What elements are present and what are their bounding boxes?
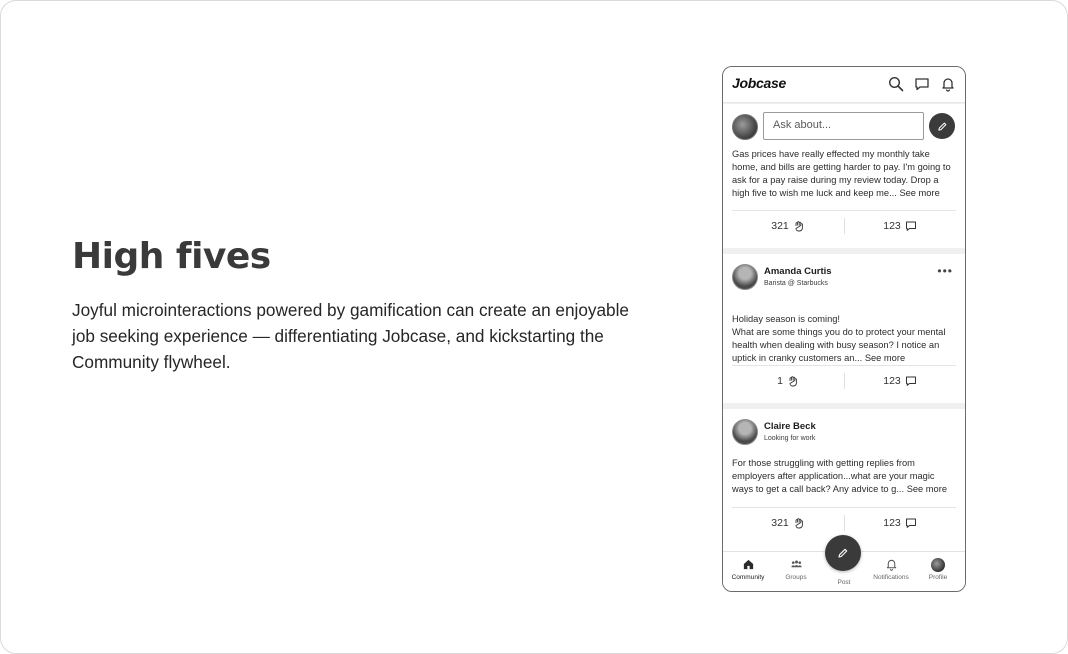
post-card[interactable] [723, 254, 965, 403]
user-avatar[interactable] [732, 114, 758, 140]
nav-label: Groups [785, 574, 807, 581]
post-author[interactable] [732, 264, 832, 290]
high-five-count: 1 [777, 375, 783, 387]
compose-button[interactable] [929, 113, 955, 139]
nav-label: Notifications [873, 574, 909, 581]
author-name[interactable]: Claire Beck [764, 421, 816, 432]
comments-button[interactable] [844, 508, 956, 538]
slide-heading: High fives [72, 236, 271, 277]
author-subtitle: Looking for work [764, 435, 816, 442]
comment-count: 123 [883, 517, 901, 529]
comment-count: 123 [883, 375, 901, 387]
high-five-button[interactable] [732, 366, 844, 396]
home-icon [742, 558, 755, 571]
comments-button[interactable] [844, 211, 956, 241]
slide-body: Joyful microinteractions powered by gamification can create an enjoyable job seeking experience — differentiating Jobcase, and kickstarting the Community flywheel. [72, 300, 629, 372]
post-stats [732, 210, 956, 240]
author-name[interactable]: Amanda Curtis [764, 266, 832, 277]
see-more-link[interactable]: See more [899, 188, 940, 198]
avatar[interactable] [732, 264, 758, 290]
message-icon[interactable] [914, 76, 930, 92]
nav-item-post[interactable] [820, 579, 868, 586]
high-five-button[interactable] [732, 211, 844, 241]
comment-count: 123 [883, 220, 901, 232]
comment-icon [905, 220, 917, 232]
nav-item-groups[interactable] [772, 558, 820, 581]
avatar[interactable] [732, 419, 758, 445]
post-text: Holiday season is coming! What are some things you do to protect your mental health when dealing with busy season? I notice an uptick in cranky customers an... [732, 314, 946, 363]
post-card[interactable] [723, 409, 965, 554]
phone-mockup [722, 66, 966, 592]
post-body [732, 300, 956, 365]
high-five-count: 321 [771, 517, 789, 529]
see-more-link[interactable]: See more [864, 353, 906, 363]
post-text: Gas prices have really effected my monthly take home, and bills are getting harder to pay. I'm going to ask for a pay raise during my review today. Drop a high five to wish me luck and keep me... [732, 149, 951, 198]
author-subtitle: Barista @ Starbucks [764, 280, 828, 287]
post-card[interactable] [723, 148, 965, 248]
hand-icon [787, 375, 799, 387]
jobcase-logo[interactable]: Jobcase [732, 75, 786, 91]
nav-item-notifications[interactable] [867, 558, 915, 581]
nav-label: Post [837, 579, 851, 586]
nav-label: Profile [928, 574, 948, 581]
post-stats [732, 507, 956, 537]
avatar [931, 558, 945, 572]
nav-item-community[interactable] [724, 558, 772, 581]
post-fab-button[interactable] [825, 535, 861, 571]
post-stats [732, 365, 956, 395]
high-five-button[interactable] [732, 508, 844, 538]
ask-bar [723, 104, 965, 148]
pencil-icon [837, 547, 849, 559]
app-header [723, 67, 965, 103]
comments-button[interactable] [844, 366, 956, 396]
post-body [732, 457, 956, 496]
comment-icon [905, 517, 917, 529]
post-text: For those struggling with getting replies from employers after application...what are your magic ways to get a call back? Any advice to g... [732, 458, 935, 494]
more-options-icon[interactable]: ••• [937, 264, 953, 278]
pencil-icon [937, 121, 948, 132]
see-more-link[interactable]: See more [906, 484, 947, 494]
search-icon[interactable] [888, 76, 904, 92]
nav-label: Community [731, 574, 765, 581]
hand-icon [793, 220, 805, 232]
bell-icon [885, 558, 898, 571]
post-body [732, 148, 956, 200]
comment-icon [905, 375, 917, 387]
post-author[interactable] [732, 419, 816, 445]
slide-copy [72, 235, 632, 375]
ask-input[interactable]: Ask about... [763, 112, 924, 140]
bell-icon[interactable] [940, 76, 956, 92]
hand-icon [793, 517, 805, 529]
nav-item-profile[interactable] [914, 558, 962, 581]
groups-icon [790, 558, 803, 571]
high-five-count: 321 [771, 220, 789, 232]
